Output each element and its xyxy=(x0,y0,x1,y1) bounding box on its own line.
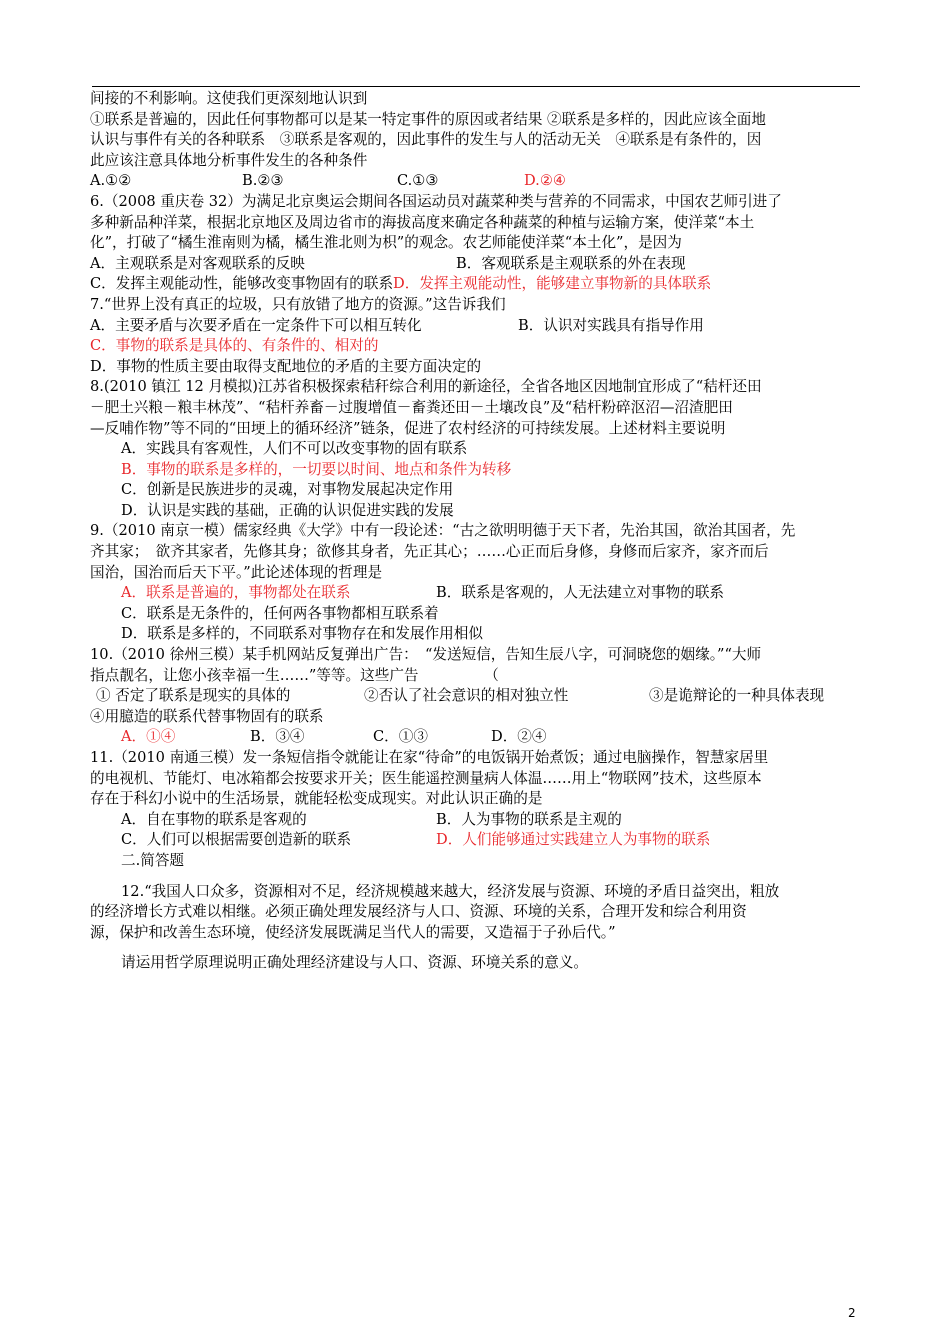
question-11-stem: 存在于科幻小说中的生活场景，就能轻松变成现实。对此认识正确的是 xyxy=(90,790,543,808)
question-12-prompt: 请运用哲学原理说明正确处理经济建设与人口、资源、环境关系的意义。 xyxy=(121,954,589,972)
question-6-stem: 6.（2008 重庆卷 32）为满足北京奥运会期间各国运动员对蔬菜种类与营养的不同需求，中国农艺师引进了 xyxy=(90,192,782,210)
question-8-stem: 8.(2010 镇江 12 月模拟)江苏省积极探索秸秆综合利用的新途径，全省各地区因地制宜形成了“秸杆还田 xyxy=(90,378,762,396)
option-b: B.②③ xyxy=(242,172,284,190)
option-b-answer: B．事物的联系是多样的，一切要以时间、地点和条件为转移 xyxy=(121,460,512,478)
option-c: C．人们可以根据需要创造新的联系 xyxy=(121,831,352,849)
statement-4: ④用臆造的联系代替事物固有的联系 xyxy=(90,707,324,725)
option-b: B．认识对实践具有指导作用 xyxy=(518,316,704,334)
question-9-stem: 9.（2010 南京一模）儒家经典《大学》中有一段论述：“古之欲明明德于天下者，先治其国，欲治其国者，先 xyxy=(90,522,796,540)
option-b: B．客观联系是主观联系的外在表现 xyxy=(456,254,686,272)
option-c-answer: C．事物的联系是具体的、有条件的、相对的 xyxy=(90,337,379,355)
option-a: A．主观联系是对客观联系的反映 xyxy=(90,254,305,272)
question-10-stem: 指点靓名，让您小孩幸福一生……”等等。这些广告 （ xyxy=(90,666,499,684)
document-body xyxy=(90,89,862,974)
question-9-stem: 国治，国治而后天下平。”此论述体现的哲理是 xyxy=(90,563,383,581)
question-10-stem: 10.（2010 徐州三模）某手机网站反复弹出广告： “发送短信，告知生辰八字，可洞晓您的姻缘。”“大师 xyxy=(90,646,762,664)
option-d-answer: D.②④ xyxy=(524,172,566,190)
option-b: B．联系是客观的，人无法建立对事物的联系 xyxy=(436,584,725,602)
question-7-stem: 7.“世界上没有真正的垃圾，只有放错了地方的资源。”这告诉我们 xyxy=(90,295,506,313)
question-6-stem: 化”，打破了“橘生淮南则为橘，橘生淮北则为枳”的观念。农艺师能使洋菜“本土化”，是因为 xyxy=(90,234,682,252)
option-d: D．认识是实践的基础，正确的认识促进实践的发展 xyxy=(121,501,454,519)
q11-options-cd xyxy=(90,830,862,851)
header-rule xyxy=(92,86,860,87)
question-12-stem: 源，保护和改善生态环境，使经济发展既满足当代人的需要，又造福于子孙后代。” xyxy=(90,923,616,941)
option-a-answer: A．①④ xyxy=(121,728,176,746)
q6-options-ab xyxy=(90,254,862,275)
option-a-answer: A．联系是普遍的，事物都处在联系 xyxy=(121,584,351,602)
text-line: 认识与事件有关的各种联系 ③联系是客观的，因此事件的发生与人的活动无关 ④联系是有条件的，因 xyxy=(90,131,762,149)
option-a: A．自在事物的联系是客观的 xyxy=(121,810,307,828)
option-b: B．③④ xyxy=(250,728,305,746)
statement-3: ③是诡辩论的一种具体表现 xyxy=(649,687,825,705)
option-d: D．联系是多样的，不同联系对事物存在和发展作用相似 xyxy=(121,625,483,643)
question-11-stem: 的电视机、节能灯、电冰箱都会按要求开关；医生能遥控测量病人体温……用上“物联网”技术，这些原本 xyxy=(90,769,762,787)
option-d-answer: D．人们能够通过实践建立人为事物的联系 xyxy=(436,831,711,849)
question-11-stem: 11.（2010 南通三模）发一条短信指令就能让在家“待命”的电饭锅开始煮饭；通过电脑操作，智慧家居里 xyxy=(90,749,769,766)
q11-options-ab xyxy=(90,810,862,831)
text-line: ①联系是普遍的，因此任何事物都可以是某一特定事件的原因或者结果 ②联系是多样的，因此应该全面地 xyxy=(90,110,766,128)
option-a: A.①② xyxy=(90,172,132,190)
option-c: C.①③ xyxy=(397,172,439,190)
option-d: D．②④ xyxy=(491,728,547,746)
page-number: 2 xyxy=(848,1306,856,1320)
section-heading: 二.简答题 xyxy=(121,851,185,869)
text-line: 此应该注意具体地分析事件发生的各种条件 xyxy=(90,151,368,169)
question-12-stem: 的经济增长方式难以相继。必须正确处理发展经济与人口、资源、环境的关系，合理开发和综合利用资 xyxy=(90,903,747,921)
q6-options-cd xyxy=(90,274,862,295)
option-b: B．人为事物的联系是主观的 xyxy=(436,810,622,828)
q9-options-ab xyxy=(90,583,862,604)
option-c: C．创新是民族进步的灵魂，对事物发展起决定作用 xyxy=(121,481,454,499)
question-6-stem: 多种新品种洋菜，根据北京地区及周边省市的海拔高度来确定各种蔬菜的种植与运输方案，使洋菜“本土 xyxy=(90,213,755,231)
question-8-stem: －肥土兴粮－粮丰林茂”、“秸杆养畜－过腹增值－畜粪还田－土壤改良”及“秸杆粉碎沤沼—沼渣肥田 xyxy=(90,398,733,416)
option-d-answer: D．发挥主观能动性，能够建立事物新的具体联系 xyxy=(393,275,712,293)
text-line: 间接的不利影响。这使我们更深刻地认识到 xyxy=(90,90,368,107)
option-c: C．联系是无条件的，任何两各事物都相互联系着 xyxy=(121,604,439,622)
q7-options-ab xyxy=(90,316,862,337)
q10-statements xyxy=(90,686,862,707)
option-a: A．主要矛盾与次要矛盾在一定条件下可以相互转化 xyxy=(90,316,422,334)
statement-1: ① 否定了联系是现实的具体的 xyxy=(96,687,291,705)
option-d: D．事物的性质主要由取得支配地位的矛盾的主要方面决定的 xyxy=(90,357,482,375)
question-12-stem: 12.“我国人口众多，资源相对不足，经济规模越来越大，经济发展与资源、环境的矛盾日益突出，粗放 xyxy=(121,882,780,900)
option-c: C．发挥主观能动性，能够改变事物固有的联系 xyxy=(90,275,394,293)
q10-answers xyxy=(90,727,862,748)
question-8-stem: —反哺作物”等不同的“田埂上的循环经济”链条，促进了农村经济的可持续发展。上述材料主要说明 xyxy=(90,419,726,437)
question-9-stem: 齐其家； 欲齐其家者，先修其身；欲修其身者，先正其心；……心正而后身修，身修而后家齐，家齐而后 xyxy=(90,543,769,561)
statement-2: ②否认了社会意识的相对独立性 xyxy=(364,687,569,705)
q5-options xyxy=(90,171,862,192)
option-c: C．①③ xyxy=(373,728,428,746)
option-a: A．实践具有客观性，人们不可以改变事物的固有联系 xyxy=(121,440,468,458)
